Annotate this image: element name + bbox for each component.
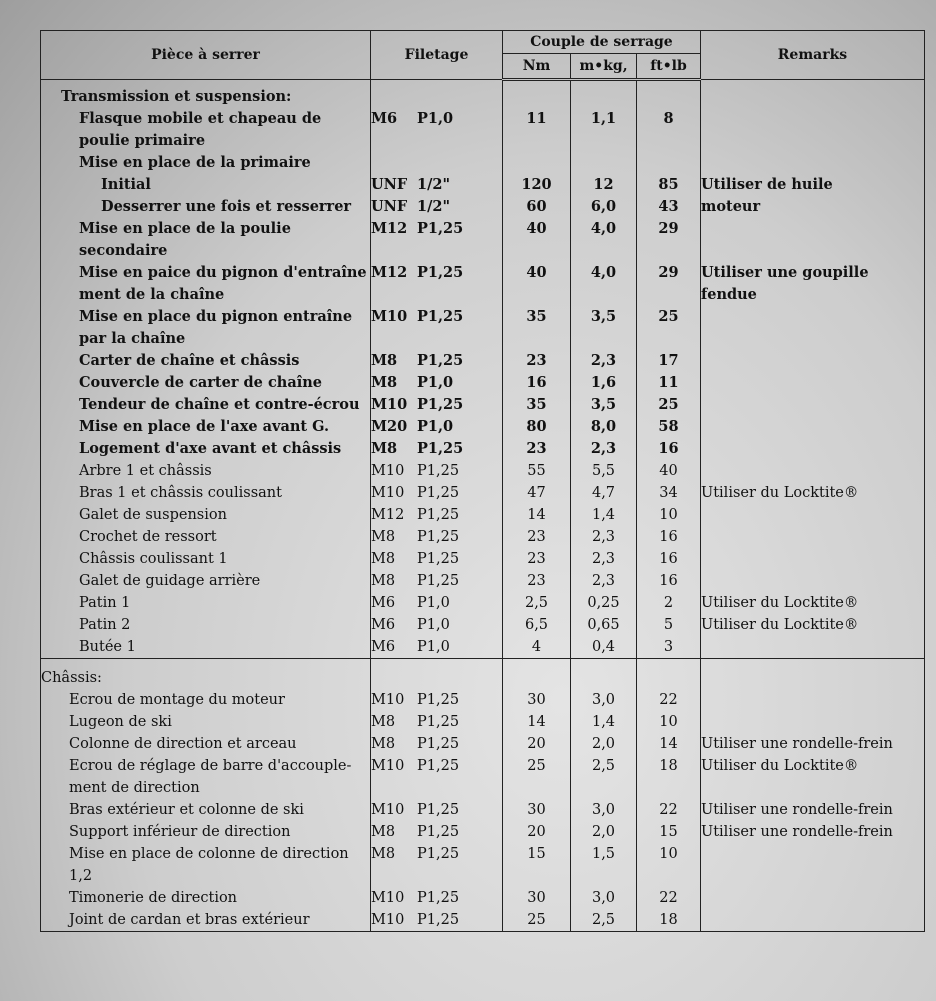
empty-cell (701, 659, 925, 690)
part-name: Ecrou de réglage de barre d'accouple- ment de direction (41, 755, 371, 799)
torque-nm: 15 (503, 843, 571, 887)
torque-nm: 35 (503, 394, 571, 416)
torque-mkg: 2,3 (571, 350, 637, 372)
header-thread: Filetage (371, 31, 503, 80)
torque-ftlb: 43 (637, 196, 701, 218)
thread-pitch: P1,0 (417, 639, 450, 655)
empty-cell (371, 659, 503, 690)
torque-ftlb: 10 (637, 711, 701, 733)
torque-ftlb: 14 (637, 733, 701, 755)
torque-nm: 11 (503, 108, 571, 152)
thread-pitch: P1,25 (417, 507, 460, 523)
thread-size: M8 (371, 374, 398, 391)
torque-nm: 2,5 (503, 592, 571, 614)
thread-spec (371, 394, 503, 416)
torque-mkg: 2,5 (571, 755, 637, 799)
table-row (41, 108, 925, 152)
remark (701, 689, 925, 711)
thread-size: M12 (371, 220, 408, 237)
thread-size: M10 (371, 912, 405, 928)
thread-spec (371, 350, 503, 372)
section-chassis (41, 659, 925, 932)
torque-nm: 60 (503, 196, 571, 218)
table-row (41, 711, 925, 733)
torque-mkg: 4,0 (571, 262, 637, 306)
thread-spec (371, 108, 503, 152)
part-name: Joint de cardan et bras extérieur (41, 909, 371, 932)
part-name: Mise en place de la primaire (41, 152, 371, 174)
table-row (41, 482, 925, 504)
torque-mkg: 4,0 (571, 218, 637, 262)
thread-size: M12 (371, 507, 405, 523)
section-title-row (41, 659, 925, 690)
table-row (41, 526, 925, 548)
table-row (41, 636, 925, 659)
torque-mkg: 1,1 (571, 108, 637, 152)
thread-spec (371, 592, 503, 614)
torque-ftlb: 10 (637, 843, 701, 887)
table-row (41, 887, 925, 909)
torque-ftlb: 85 (637, 174, 701, 196)
torque-mkg: 0,4 (571, 636, 637, 659)
table-row (41, 152, 925, 174)
remark (701, 306, 925, 350)
thread-pitch: P1,25 (417, 264, 464, 281)
part-name: Mise en place de la poulie secondaire (41, 218, 371, 262)
thread-pitch: P1,25 (417, 573, 460, 589)
empty-cell (637, 659, 701, 690)
part-name: Bras extérieur et colonne de ski (41, 799, 371, 821)
empty-cell (503, 80, 571, 109)
torque-mkg: 5,5 (571, 460, 637, 482)
remark (701, 909, 925, 932)
thread-pitch: P1,0 (417, 374, 454, 391)
torque-nm: 30 (503, 799, 571, 821)
thread-size: M8 (371, 573, 396, 589)
header-torque-group: Couple de serrage (503, 31, 701, 54)
table-row (41, 755, 925, 799)
empty-cell (637, 80, 701, 109)
section-title-row (41, 80, 925, 109)
thread-size: M10 (371, 802, 405, 818)
part-name: Mise en paice du pignon d'entraîne ment de la chaîne (41, 262, 371, 306)
thread-size: M10 (371, 890, 405, 906)
torque-ftlb: 22 (637, 887, 701, 909)
thread-pitch: P1,25 (417, 824, 460, 840)
torque-mkg: 2,3 (571, 548, 637, 570)
thread-spec (371, 636, 503, 659)
torque-ftlb: 17 (637, 350, 701, 372)
torque-ftlb: 22 (637, 799, 701, 821)
remark: Utiliser une rondelle-frein (701, 799, 925, 821)
thread-pitch: P1,25 (417, 736, 460, 752)
thread-pitch: P1,25 (417, 463, 460, 479)
thread-pitch: P1,25 (417, 308, 464, 325)
thread-spec (371, 218, 503, 262)
thread-size: M8 (371, 529, 396, 545)
torque-ftlb: 10 (637, 504, 701, 526)
torque-ftlb: 11 (637, 372, 701, 394)
thread-size: M8 (371, 846, 396, 862)
torque-nm: 23 (503, 548, 571, 570)
thread-spec (371, 733, 503, 755)
table-row (41, 416, 925, 438)
torque-ftlb: 3 (637, 636, 701, 659)
thread-size: M20 (371, 418, 408, 435)
remark (701, 526, 925, 548)
part-name: Châssis coulissant 1 (41, 548, 371, 570)
thread-spec (371, 909, 503, 932)
table-row (41, 821, 925, 843)
thread-spec (371, 711, 503, 733)
thread-spec (371, 799, 503, 821)
remark: Utiliser du Locktite® (701, 755, 925, 799)
torque-nm: 120 (503, 174, 571, 196)
torque-ftlb: 25 (637, 394, 701, 416)
thread-spec (371, 372, 503, 394)
part-name: Logement d'axe avant et châssis (41, 438, 371, 460)
thread-pitch: P1,0 (417, 110, 454, 127)
part-name: Lugeon de ski (41, 711, 371, 733)
torque-ftlb (637, 152, 701, 174)
thread-size: M8 (371, 551, 396, 567)
thread-spec (371, 152, 503, 174)
part-name: Galet de guidage arrière (41, 570, 371, 592)
thread-spec (371, 821, 503, 843)
torque-nm: 40 (503, 218, 571, 262)
torque-mkg: 3,0 (571, 689, 637, 711)
table-row (41, 614, 925, 636)
thread-pitch: P1,0 (417, 595, 450, 611)
torque-mkg: 1,6 (571, 372, 637, 394)
table-row (41, 350, 925, 372)
thread-spec (371, 887, 503, 909)
torque-nm: 35 (503, 306, 571, 350)
torque-ftlb: 29 (637, 262, 701, 306)
part-name: Timonerie de direction (41, 887, 371, 909)
torque-ftlb: 16 (637, 548, 701, 570)
thread-spec (371, 526, 503, 548)
torque-mkg: 1,5 (571, 843, 637, 887)
thread-pitch: P1,25 (417, 714, 460, 730)
thread-size: M6 (371, 639, 396, 655)
table-row (41, 306, 925, 350)
empty-cell (371, 80, 503, 109)
torque-ftlb: 8 (637, 108, 701, 152)
torque-mkg: 2,3 (571, 570, 637, 592)
table-row (41, 196, 925, 218)
thread-pitch: P1,25 (417, 396, 464, 413)
remark (701, 570, 925, 592)
torque-nm: 6,5 (503, 614, 571, 636)
table-row (41, 843, 925, 887)
header-part: Pièce à serrer (41, 31, 371, 80)
thread-spec (371, 460, 503, 482)
table-row (41, 548, 925, 570)
thread-pitch: P1,25 (417, 220, 464, 237)
torque-nm (503, 152, 571, 174)
remark (701, 350, 925, 372)
torque-ftlb: 5 (637, 614, 701, 636)
remark (701, 504, 925, 526)
thread-size: M6 (371, 617, 396, 633)
remark (701, 152, 925, 174)
remark: Utiliser du Locktite® (701, 482, 925, 504)
thread-spec (371, 262, 503, 306)
thread-size: M12 (371, 264, 408, 281)
remark (701, 636, 925, 659)
table-row (41, 733, 925, 755)
torque-mkg: 3,0 (571, 887, 637, 909)
torque-table (40, 30, 925, 932)
table-row (41, 689, 925, 711)
part-name: Colonne de direction et arceau (41, 733, 371, 755)
remark: Utiliser une rondelle-frein (701, 733, 925, 755)
part-name: Butée 1 (41, 636, 371, 659)
torque-nm: 47 (503, 482, 571, 504)
part-name: Mise en place de colonne de direction 1,2 (41, 843, 371, 887)
part-name: Galet de suspension (41, 504, 371, 526)
thread-spec (371, 482, 503, 504)
remark (701, 711, 925, 733)
empty-cell (701, 80, 925, 109)
torque-mkg (571, 152, 637, 174)
empty-cell (571, 659, 637, 690)
torque-ftlb: 15 (637, 821, 701, 843)
thread-pitch: P1,25 (417, 802, 460, 818)
thread-size: M8 (371, 352, 398, 369)
torque-mkg: 12 (571, 174, 637, 196)
torque-nm: 16 (503, 372, 571, 394)
torque-mkg: 1,4 (571, 504, 637, 526)
torque-mkg: 0,25 (571, 592, 637, 614)
remark (701, 108, 925, 152)
remark (701, 843, 925, 887)
torque-nm: 30 (503, 689, 571, 711)
remark: Utiliser du Locktite® (701, 614, 925, 636)
torque-mkg: 2,0 (571, 733, 637, 755)
remark: Utiliser une goupille fendue (701, 262, 925, 306)
thread-pitch: P1,0 (417, 617, 450, 633)
torque-nm: 20 (503, 821, 571, 843)
part-name: Desserrer une fois et resserrer (41, 196, 371, 218)
part-name: Bras 1 et châssis coulissant (41, 482, 371, 504)
thread-pitch: P1,25 (417, 440, 464, 457)
table-row (41, 174, 925, 196)
thread-pitch: P1,25 (417, 551, 460, 567)
header-remarks: Remarks (701, 31, 925, 80)
table-row (41, 799, 925, 821)
torque-nm: 23 (503, 526, 571, 548)
torque-ftlb: 16 (637, 526, 701, 548)
thread-pitch: P1,25 (417, 890, 460, 906)
table-row (41, 394, 925, 416)
part-name: Ecrou de montage du moteur (41, 689, 371, 711)
thread-spec (371, 614, 503, 636)
torque-mkg: 3,5 (571, 394, 637, 416)
table-row (41, 262, 925, 306)
thread-size: M10 (371, 308, 408, 325)
torque-mkg: 6,0 (571, 196, 637, 218)
part-name: Mise en place du pignon entraîne par la chaîne (41, 306, 371, 350)
remark (701, 438, 925, 460)
thread-pitch: P1,25 (417, 758, 460, 774)
torque-ftlb: 16 (637, 570, 701, 592)
torque-ftlb: 40 (637, 460, 701, 482)
torque-mkg: 2,3 (571, 526, 637, 548)
thread-size: M6 (371, 595, 396, 611)
part-name: Carter de chaîne et châssis (41, 350, 371, 372)
remark (701, 416, 925, 438)
remark: Utiliser une rondelle-frein (701, 821, 925, 843)
thread-spec (371, 416, 503, 438)
remark: Utiliser de huile (701, 174, 925, 196)
thread-size: M6 (371, 110, 398, 127)
thread-spec (371, 306, 503, 350)
thread-spec (371, 174, 503, 196)
empty-cell (571, 80, 637, 109)
thread-pitch: 1/2" (417, 198, 451, 215)
section-transmission (41, 80, 925, 659)
thread-size: UNF (371, 198, 408, 215)
thread-spec (371, 196, 503, 218)
header-mkg: m•kg, (571, 54, 637, 80)
thread-size: M10 (371, 463, 405, 479)
torque-mkg: 2,0 (571, 821, 637, 843)
empty-cell (503, 659, 571, 690)
torque-ftlb: 22 (637, 689, 701, 711)
thread-size: M8 (371, 824, 396, 840)
thread-size: M8 (371, 714, 396, 730)
table-row (41, 592, 925, 614)
torque-mkg: 8,0 (571, 416, 637, 438)
thread-spec (371, 755, 503, 799)
torque-mkg: 1,4 (571, 711, 637, 733)
torque-ftlb: 2 (637, 592, 701, 614)
table-row (41, 504, 925, 526)
table-row (41, 438, 925, 460)
part-name: Tendeur de chaîne et contre-écrou (41, 394, 371, 416)
thread-pitch: P1,25 (417, 485, 460, 501)
torque-nm: 23 (503, 438, 571, 460)
torque-ftlb: 18 (637, 755, 701, 799)
header-nm: Nm (503, 54, 571, 80)
section-title: Transmission et suspension: (41, 80, 371, 109)
torque-ftlb: 58 (637, 416, 701, 438)
thread-spec (371, 438, 503, 460)
torque-nm: 4 (503, 636, 571, 659)
part-name: Flasque mobile et chapeau de poulie primaire (41, 108, 371, 152)
remark (701, 460, 925, 482)
torque-mkg: 3,0 (571, 799, 637, 821)
thread-spec (371, 548, 503, 570)
thread-size: M10 (371, 396, 408, 413)
part-name: Patin 2 (41, 614, 371, 636)
thread-size: M10 (371, 485, 405, 501)
torque-nm: 23 (503, 570, 571, 592)
torque-nm: 14 (503, 711, 571, 733)
header-ftlb: ft•lb (637, 54, 701, 80)
torque-nm: 30 (503, 887, 571, 909)
thread-spec (371, 689, 503, 711)
torque-ftlb: 29 (637, 218, 701, 262)
thread-pitch: P1,25 (417, 846, 460, 862)
remark: moteur (701, 196, 925, 218)
torque-ftlb: 16 (637, 438, 701, 460)
thread-pitch: P1,25 (417, 529, 460, 545)
remark (701, 372, 925, 394)
part-name: Crochet de ressort (41, 526, 371, 548)
torque-nm: 25 (503, 755, 571, 799)
thread-spec (371, 843, 503, 887)
thread-size: M8 (371, 440, 398, 457)
torque-nm: 23 (503, 350, 571, 372)
remark: Utiliser du Locktite® (701, 592, 925, 614)
table-row (41, 909, 925, 932)
torque-nm: 40 (503, 262, 571, 306)
thread-size: M8 (371, 736, 396, 752)
torque-mkg: 2,3 (571, 438, 637, 460)
torque-nm: 80 (503, 416, 571, 438)
table-row (41, 218, 925, 262)
torque-mkg: 4,7 (571, 482, 637, 504)
remark (701, 218, 925, 262)
table-row (41, 372, 925, 394)
thread-size: M10 (371, 758, 405, 774)
torque-nm: 55 (503, 460, 571, 482)
remark (701, 548, 925, 570)
thread-size: M10 (371, 692, 405, 708)
torque-ftlb: 34 (637, 482, 701, 504)
part-name: Couvercle de carter de chaîne (41, 372, 371, 394)
part-name: Arbre 1 et châssis (41, 460, 371, 482)
remark (701, 887, 925, 909)
thread-pitch: 1/2" (417, 176, 451, 193)
part-name: Support inférieur de direction (41, 821, 371, 843)
torque-nm: 14 (503, 504, 571, 526)
part-name: Patin 1 (41, 592, 371, 614)
part-name: Initial (41, 174, 371, 196)
part-name: Mise en place de l'axe avant G. (41, 416, 371, 438)
thread-size: UNF (371, 176, 408, 193)
thread-spec (371, 570, 503, 592)
torque-ftlb: 25 (637, 306, 701, 350)
torque-nm: 25 (503, 909, 571, 932)
thread-pitch: P1,25 (417, 352, 464, 369)
torque-nm: 20 (503, 733, 571, 755)
thread-pitch: P1,0 (417, 418, 454, 435)
torque-mkg: 0,65 (571, 614, 637, 636)
thread-pitch: P1,25 (417, 692, 460, 708)
torque-mkg: 3,5 (571, 306, 637, 350)
table-row (41, 570, 925, 592)
section-title: Châssis: (41, 659, 371, 690)
thread-pitch: P1,25 (417, 912, 460, 928)
thread-spec (371, 504, 503, 526)
remark (701, 394, 925, 416)
table-row (41, 460, 925, 482)
torque-mkg: 2,5 (571, 909, 637, 932)
torque-ftlb: 18 (637, 909, 701, 932)
